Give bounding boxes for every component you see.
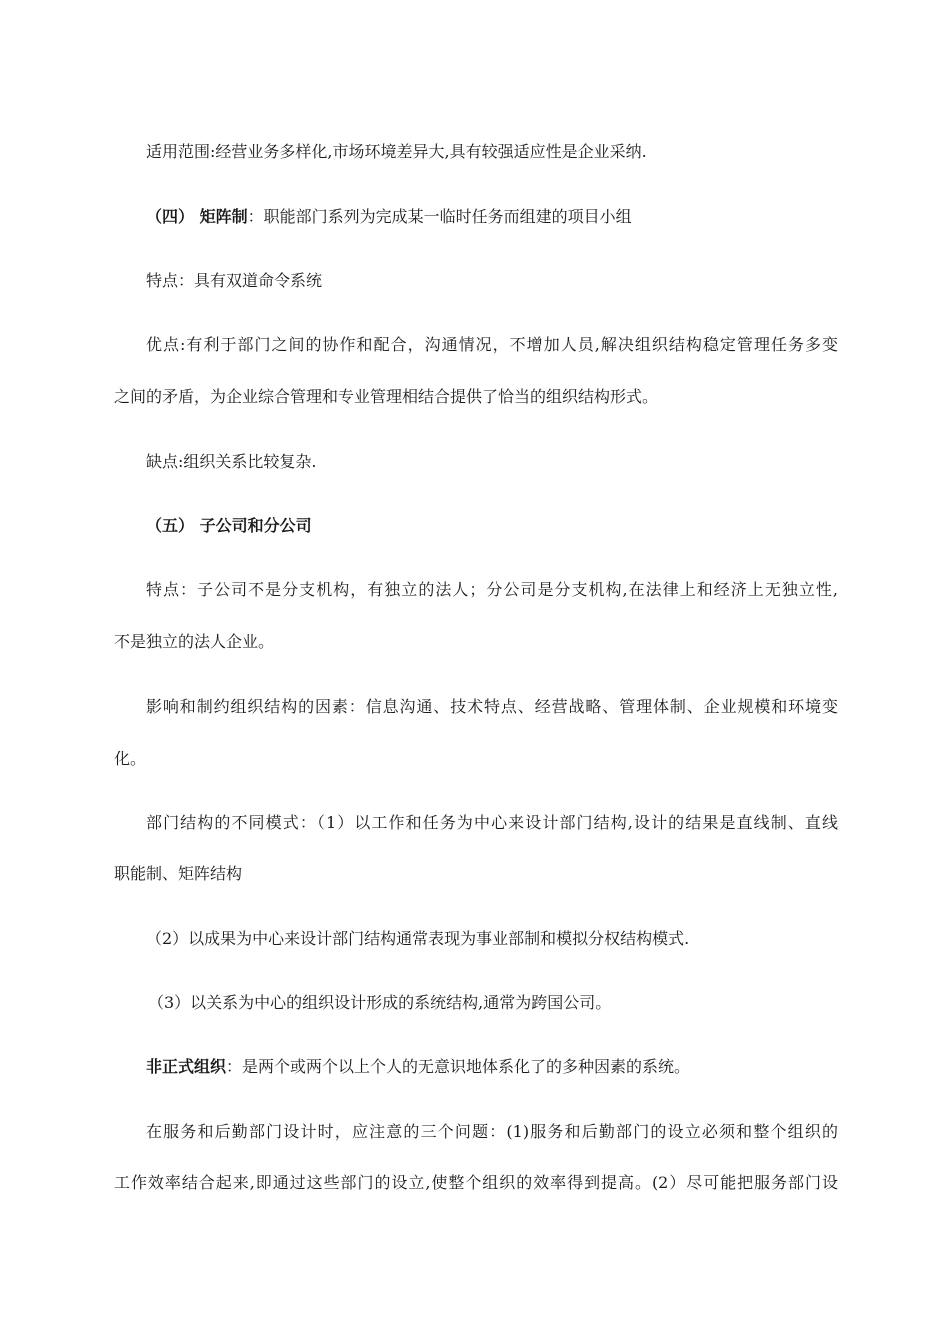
heading-subsidiary: （五） 子公司和分公司 bbox=[146, 516, 312, 535]
heading-matrix bbox=[146, 207, 838, 227]
paragraph-scope: 适用范围:经营业务多样化,市场环境差异大,具有较强适应性是企业采纳. bbox=[146, 142, 647, 161]
paragraph-service-dept-cont: 工作效率结合起来,即通过这些部门的设立,使整个组织的效率得到提高。(2）尽可能把服务部门设 bbox=[114, 1173, 838, 1192]
paragraph-advantage-cont: 之间的矛盾，为企业综合管理和专业管理相结合提供了恰当的组织结构形式。 bbox=[114, 387, 659, 406]
paragraph-mode-3: （3）以关系为中心的组织设计形成的系统结构,通常为跨国公司。 bbox=[148, 993, 612, 1012]
informal-org-term: 非正式组织 bbox=[146, 1057, 227, 1076]
paragraph-disadvantage: 缺点:组织关系比较复杂. bbox=[146, 452, 317, 471]
paragraph-mode-2: （2）以成果为中心来设计部门结构通常表现为事业部制和模拟分权结构模式. bbox=[146, 929, 690, 948]
paragraph-subsidiary-feature: 特点：子公司不是分支机构，有独立的法人；分公司是分支机构,在法律上和经济上无独立性, bbox=[146, 580, 838, 599]
paragraph-feature: 特点：具有双道命令系统 bbox=[146, 271, 323, 290]
paragraph-advantage: 优点:有利于部门之间的协作和配合，沟通情况，不增加人员,解决组织结构稳定管理任务多变 bbox=[146, 335, 838, 354]
heading-matrix-label: （四） 矩阵制 bbox=[146, 207, 248, 226]
paragraph-dept-modes: 部门结构的不同模式：（1）以工作和任务为中心来设计部门结构,设计的结果是直线制、直线 bbox=[146, 813, 838, 832]
paragraph-dept-modes-cont: 职能制、矩阵结构 bbox=[114, 864, 243, 883]
informal-org-definition: ：是两个或两个以上个人的无意识地体系化了的多种因素的系统。 bbox=[226, 1057, 691, 1076]
heading-matrix-text: ：职能部门系列为完成某一临时任务而组建的项目小组 bbox=[247, 207, 632, 226]
paragraph-factors-cont: 化。 bbox=[114, 749, 147, 768]
paragraph-service-dept: 在服务和后勤部门设计时，应注意的三个问题：(1)服务和后勤部门的设立必须和整个组织的 bbox=[146, 1122, 838, 1141]
paragraph-subsidiary-feature-cont: 不是独立的法人企业。 bbox=[114, 632, 275, 651]
paragraph-factors: 影响和制约组织结构的因素：信息沟通、技术特点、经营战略、管理体制、企业规模和环境变 bbox=[146, 697, 838, 716]
paragraph-informal-org bbox=[146, 1057, 838, 1077]
